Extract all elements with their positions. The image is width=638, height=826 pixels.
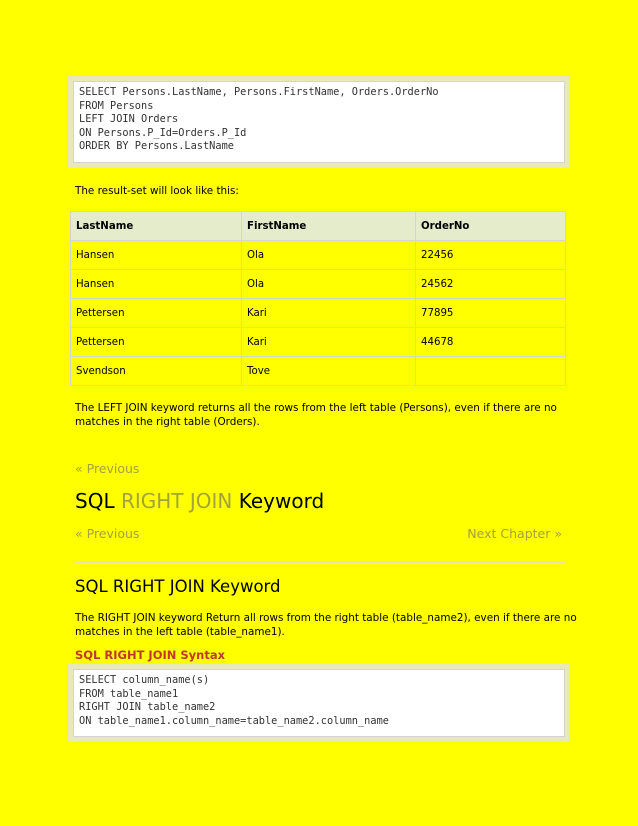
table-header-row xyxy=(71,212,566,241)
table-row xyxy=(71,270,566,299)
next-chapter-link[interactable]: Next Chapter » xyxy=(467,526,562,541)
divider xyxy=(75,562,565,563)
code-line: FROM table_name1 xyxy=(79,687,179,700)
title-part-keyword: Keyword xyxy=(238,489,325,513)
code-box xyxy=(73,669,565,737)
table-cell: 24562 xyxy=(416,270,566,299)
column-header-lastname: LastName xyxy=(71,212,242,241)
table-cell: Kari xyxy=(242,299,416,328)
previous-link[interactable]: « Previous xyxy=(75,526,140,541)
code-line: SELECT column_name(s) xyxy=(79,674,210,686)
code-line: LEFT JOIN Orders xyxy=(79,113,179,126)
code-line: ON table_name1.column_name=table_name2.column_name xyxy=(79,714,389,727)
code-line: FROM Persons xyxy=(79,99,154,112)
section-heading: SQL RIGHT JOIN Keyword xyxy=(75,577,281,596)
column-header-firstname: FirstName xyxy=(242,212,416,241)
table-cell: Hansen xyxy=(71,270,242,299)
result-table xyxy=(70,211,566,386)
description-line: matches in the right table (Orders). xyxy=(75,416,260,428)
table-row xyxy=(71,299,566,328)
table-cell: 22456 xyxy=(416,241,566,270)
table-cell: 44678 xyxy=(416,328,566,357)
code-line: ON Persons.P_Id=Orders.P_Id xyxy=(79,126,247,139)
table-cell: Svendson xyxy=(71,357,242,386)
title-part-sql: SQL xyxy=(75,489,115,513)
code-line: RIGHT JOIN table_name2 xyxy=(79,701,216,714)
code-box xyxy=(73,81,565,163)
code-example-right-join-syntax xyxy=(68,664,570,742)
code-example-left-join xyxy=(68,76,570,168)
table-cell: Ola xyxy=(242,270,416,299)
table-cell xyxy=(416,357,566,386)
right-join-description xyxy=(75,611,577,639)
column-header-orderno: OrderNo xyxy=(416,212,566,241)
previous-link-top[interactable]: « Previous xyxy=(75,461,140,476)
table-cell: 77895 xyxy=(416,299,566,328)
page-title xyxy=(75,489,324,513)
description-line: matches in the left table (table_name1). xyxy=(75,626,285,638)
table-cell: Kari xyxy=(242,328,416,357)
code-line: SELECT Persons.LastName, Persons.FirstName, Orders.OrderNo xyxy=(79,86,439,98)
description-line: The LEFT JOIN keyword returns all the rows from the left table (Persons), even if there are no xyxy=(75,402,557,414)
table-cell: Tove xyxy=(242,357,416,386)
table-row xyxy=(71,328,566,357)
result-intro: The result-set will look like this: xyxy=(75,185,239,197)
title-part-right-join: RIGHT JOIN xyxy=(120,489,233,513)
table-row xyxy=(71,357,566,386)
table-cell: Pettersen xyxy=(71,328,242,357)
table-row xyxy=(71,241,566,270)
description-line: The RIGHT JOIN keyword Return all rows from the right table (table_name2), even if there are no xyxy=(75,612,577,624)
table-cell: Pettersen xyxy=(71,299,242,328)
syntax-heading: SQL RIGHT JOIN Syntax xyxy=(75,648,226,662)
table-cell: Ola xyxy=(242,241,416,270)
code-line: ORDER BY Persons.LastName xyxy=(79,140,234,153)
left-join-description xyxy=(75,401,557,429)
table-cell: Hansen xyxy=(71,241,242,270)
